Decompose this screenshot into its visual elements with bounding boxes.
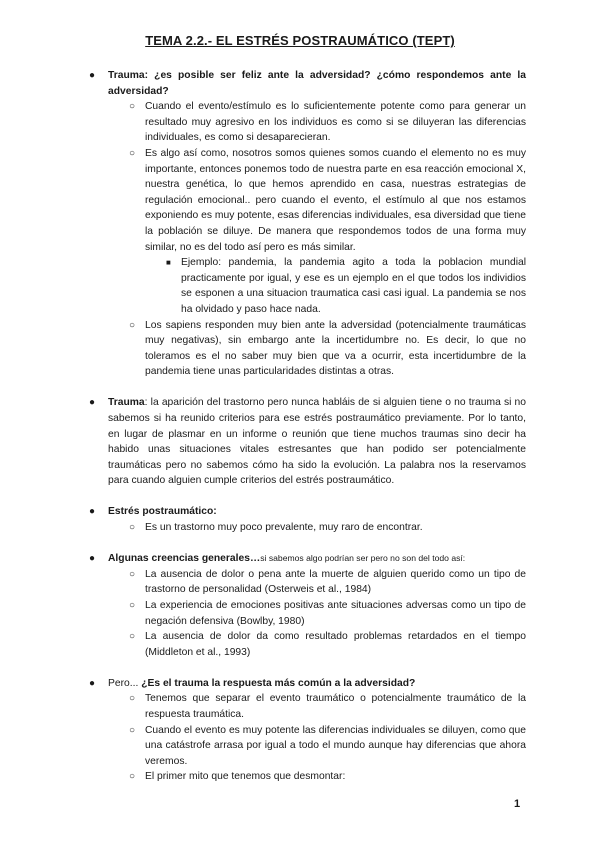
square-bullet-icon: ■ [166,258,171,268]
nested-list-item-text: Ejemplo: pandemia, la pandemia agito a toda la poblacion mundial practicamente por igual, y ese es un ejemplo en el que todos los individios se esponen a una situacion traumatica casi casi igual. La pandemia se nos ha olvidado y paso hace nada. [181,257,526,315]
document-body [0,68,600,800]
document-title: TEMA 2.2.- EL ESTRÉS POSTRAUMÁTICO (TEPT) [145,33,455,48]
bullet-icon: ● [89,70,96,81]
list-item-text: Es algo así como, nosotros somos quienes somos cuando el elemento no es muy importante, entonces ponemos todo de nuestra parte en esa reacción emocional X, nuestra genética, lo que hemos aprendido en casa, nuestras estrategias de regulación emocional.. pero cuando el evento, el estímulo al que nos estamos exponiendo es muy potente, esas diferencias individuales, esa diversidad que tiene la población se diluye. De manera que respondemos todos de una forma muy similar, no es del todo así pero es más similar. [145,147,526,253]
section-heading: Trauma: ¿es posible ser feliz ante la adversidad? ¿cómo respondemos ante la adversidad? [108,70,526,97]
section-trauma-definition [0,395,600,489]
bullet-icon: ● [89,553,96,565]
circle-bullet-icon: ○ [129,319,136,331]
circle-bullet-icon: ○ [129,101,136,113]
section-trauma-question [0,68,600,380]
section-heading: Estrés postraumático: [108,506,217,518]
section-ptsd [0,504,600,535]
heading-prefix: Pero... [108,677,142,689]
bullet-icon: ● [89,397,96,409]
page-number: 1 [514,798,521,810]
section-heading: ¿Es el trauma la respuesta más común a la adversidad? [141,677,416,689]
sub-list [0,691,600,785]
list-item [0,691,600,722]
sub-list [0,567,600,661]
list-item-text: Cuando el evento es muy potente las diferencias individuales se diluyen, como que una catástrofe arrasa por igual a todo el mundo aunque hay diferencias que ahora veremos. [145,724,526,767]
circle-bullet-icon: ○ [129,599,136,611]
circle-bullet-icon: ○ [129,693,136,705]
nested-list-item [0,255,600,317]
list-item-text: Tenemos que separar el evento traumático o potencialmente traumático de la respuesta traumática. [145,693,526,720]
list-item-text: Los sapiens responden muy bien ante la adversidad (potencialmente traumáticas muy negativas), sin embargo ante la incertidumbre no. Es decir, lo que no toleramos es el no saber muy bien que va a ocurrir, esta incertidumbre de la pandemia tiene unas particularidades distintas a otras. [145,319,526,378]
list-item-text: La experiencia de emociones positivas ante situaciones adversas como un tipo de negación defensiva (Bowlby, 1980) [145,599,526,627]
list-item-text: Cuando el evento/estímulo es lo suficientemente potente como para generar un resultado muy agresivo en los individuos es como si se diluyeran las diferencias individuales, es como si desaparecieran. [145,101,526,144]
sub-list [0,520,600,536]
bullet-icon: ● [89,506,96,518]
list-item [0,598,600,629]
list-item-text: El primer mito que tenemos que desmontar: [145,771,346,783]
term-label: Trauma [108,397,145,409]
circle-bullet-icon: ○ [129,522,136,534]
circle-bullet-icon: ○ [129,771,136,783]
list-item [0,723,600,770]
heading-note: si sabemos algo podrían ser pero no son del todo así: [260,553,466,564]
section-paragraph [108,395,526,489]
circle-bullet-icon: ○ [129,631,136,643]
section-heading: Algunas creencias generales… [108,553,261,565]
circle-bullet-icon: ○ [129,147,136,159]
section-heading-line [108,551,526,567]
section-heading-line [108,676,526,692]
section-general-beliefs [0,551,600,660]
list-item [0,318,600,380]
list-item [0,146,600,318]
sub-list [0,99,600,380]
list-item [0,567,600,598]
circle-bullet-icon: ○ [129,724,136,736]
paragraph-text: : la aparición del trastorno pero nunca habláis de si alguien tiene o no trauma si no sabemos si ha reunido criterios para ese estrés postraumático previamente. Por lo tanto, en lugar de plasmar en un informe o reunión que tiene muchos traumas sino decir ha habido unas situaciones vitales estresantes que han podido ser potencialmente traumáticas pero no sabemos cómo ha sido la evolución. La palabra nos la reservamos para cuando alguien cumple criterios del estrés postraumático. [108,397,526,487]
circle-bullet-icon: ○ [129,568,136,580]
section-common-response [0,676,600,785]
list-item-text: La ausencia de dolor da como resultado problemas retardados en el tiempo (Middleton et al., 1993) [145,631,526,658]
list-item-text: La ausencia de dolor o pena ante la muerte de alguien querido como un tipo de trastorno de personalidad (Osterweis et al., 1984) [145,568,526,596]
list-item-text: Es un trastorno muy poco prevalente, muy raro de encontrar. [145,522,423,534]
list-item [0,520,600,536]
list-item [0,629,600,660]
list-item [0,769,600,785]
list-item [0,99,600,146]
bullet-icon: ● [89,677,96,689]
